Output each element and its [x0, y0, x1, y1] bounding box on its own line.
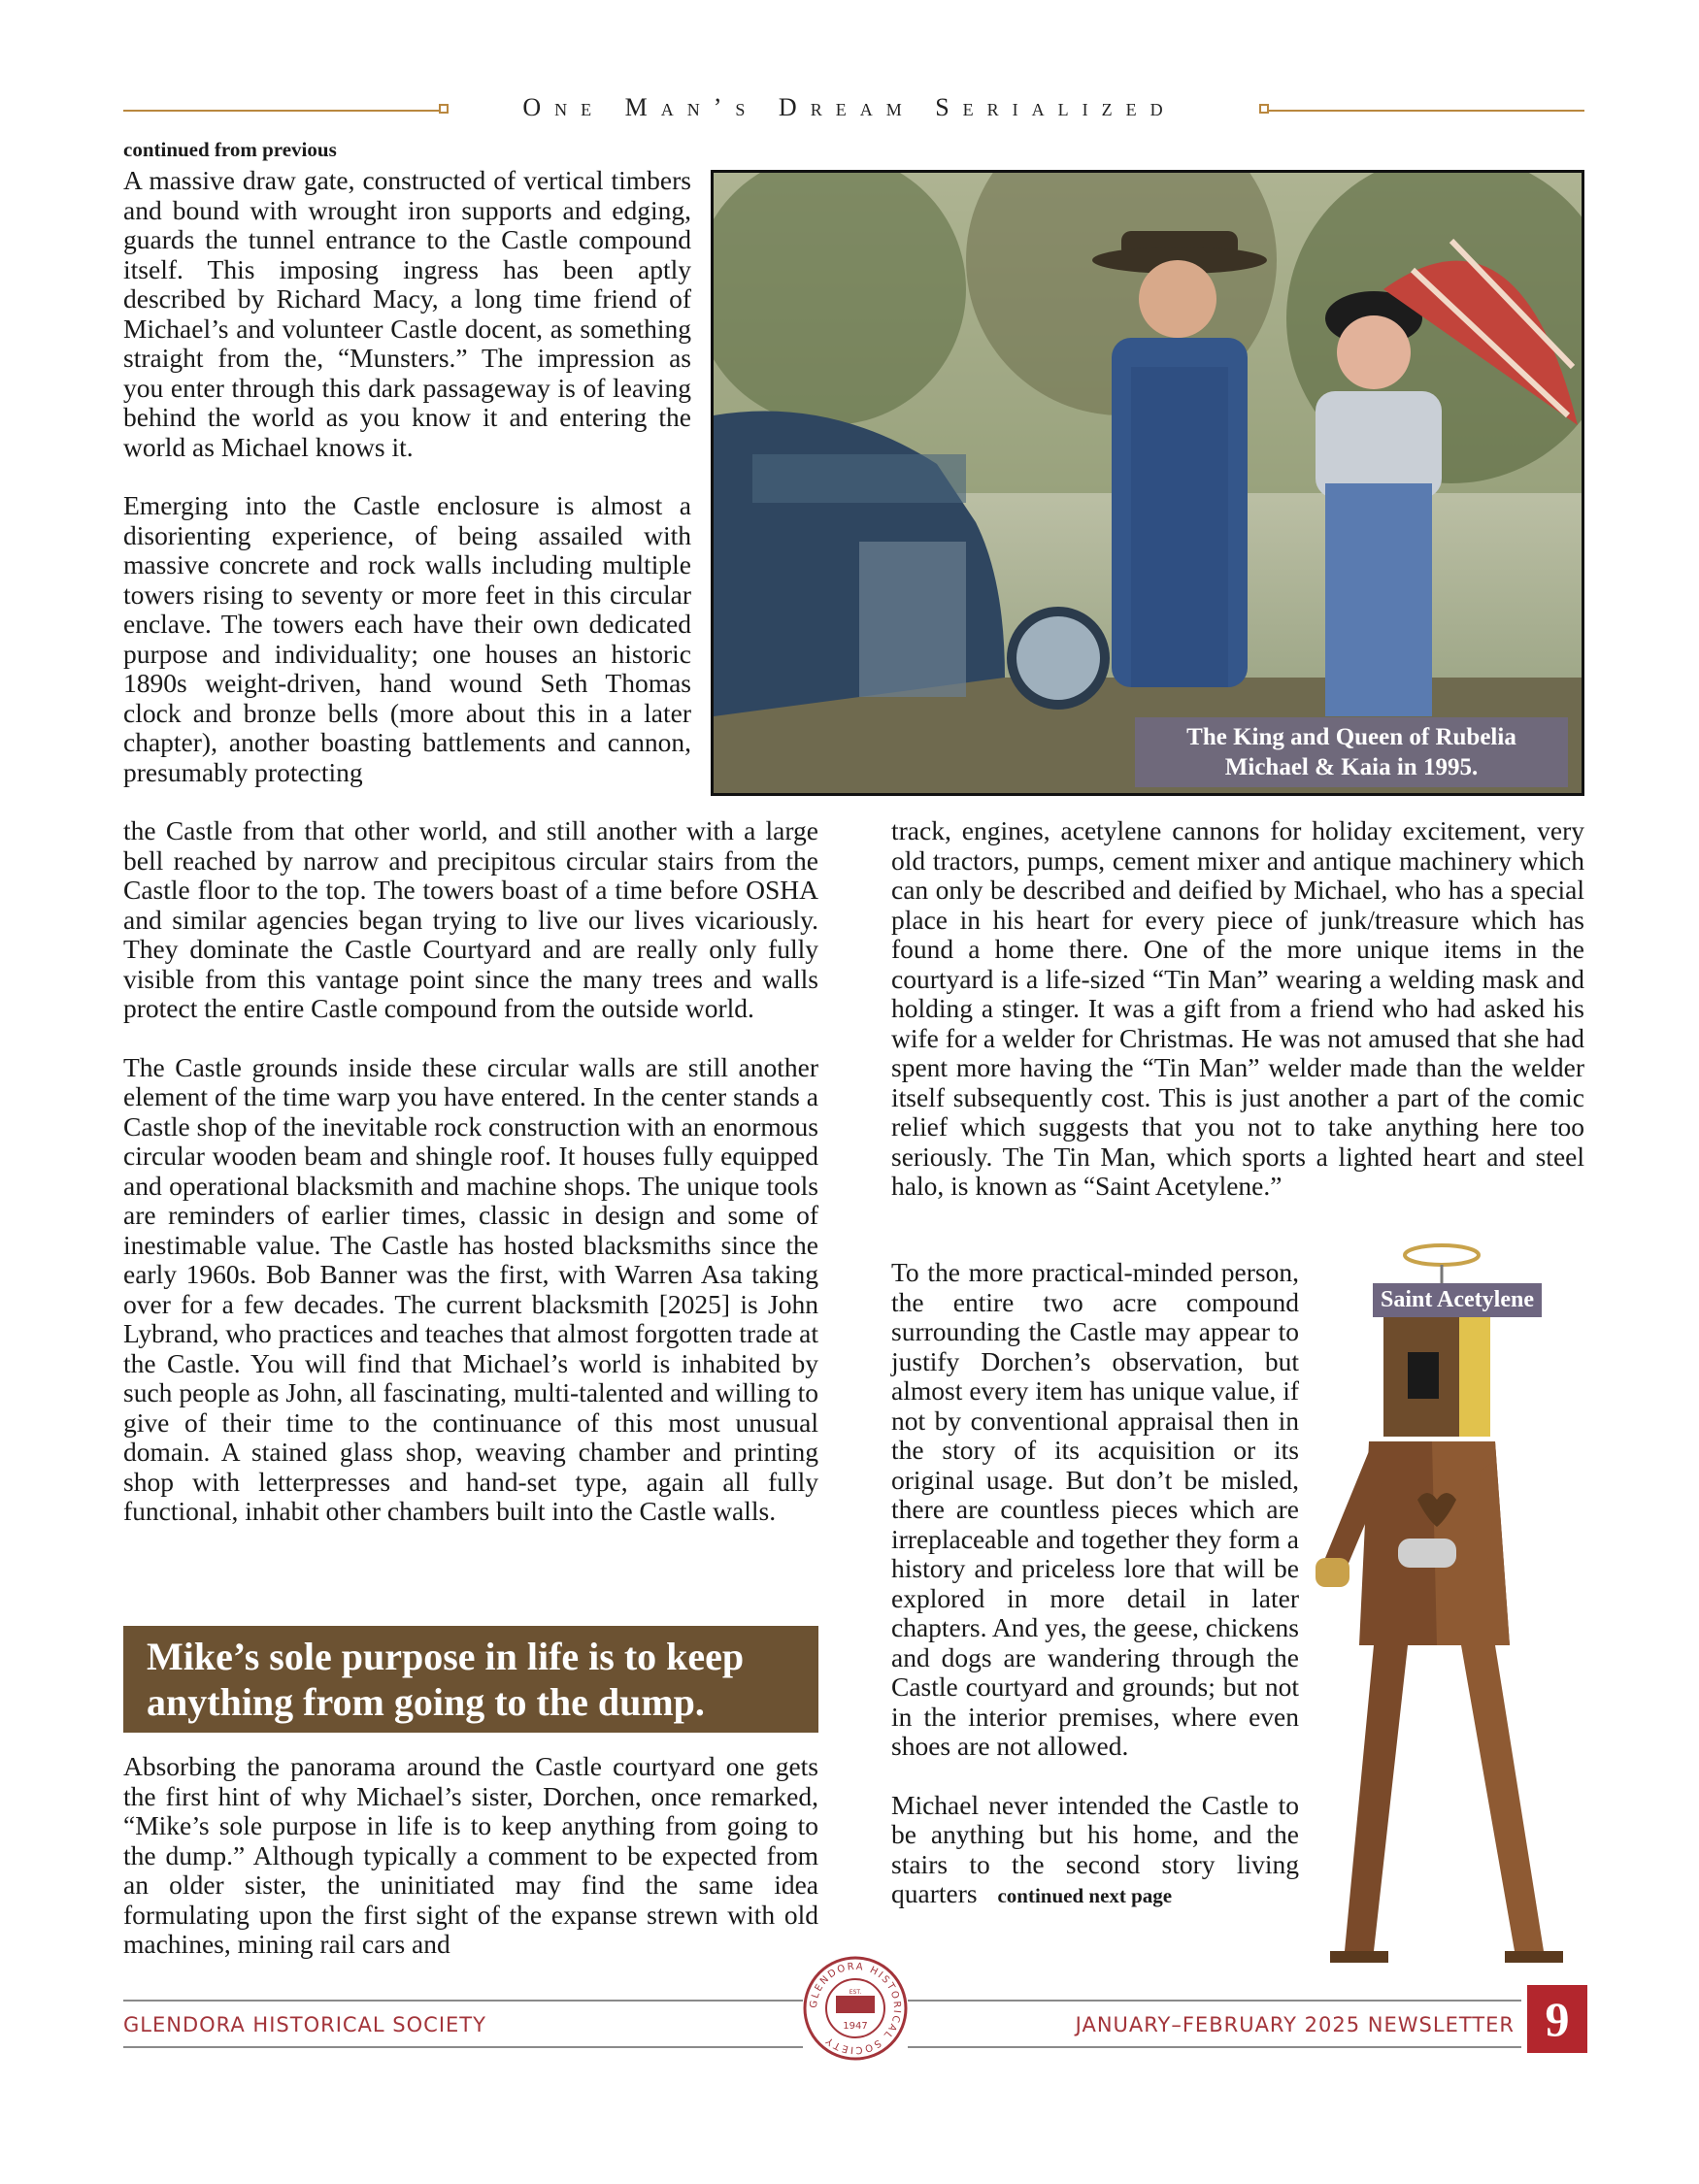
section-title: One Man’s Dream Serialized: [522, 93, 1177, 121]
footer-rule-bottom-left: [123, 2046, 803, 2048]
article-column-top: [123, 166, 691, 787]
article-column-right: [891, 816, 1584, 1202]
photo-caption: [1135, 717, 1568, 787]
saint-acetylene-figure: [1301, 1238, 1592, 1975]
paragraph-draw-gate: A massive draw gate, constructed of vertical timbers and bound with wrought iron supports and edging, guards the tunnel entrance to the Castle compound itself. This imposing ingress has been aptly described by Richard Macy, a long time friend of Michael’s and volunteer Castle docent, as something straight from the, “Munsters.” The impression as you enter through this dark passageway is of leaving behind the world as you know it and entering the world as Michael knows it.: [123, 165, 691, 462]
paragraph-panorama: Absorbing the panorama around the Castle courtyard one gets the first hint of why Michael’s sister, Dorchen, once remarked, “Mike’s sole purpose in life is to keep anything from going to the dump.” Although typically a comment to be expected from an older sister, the uninitiated may find the same idea formulating upon the first sight of the expanse strewn with old machines, mining rail cars and: [123, 1751, 818, 1959]
footer-rule-top-left: [123, 2000, 803, 2002]
article-column-left-bottom: [123, 1752, 818, 1960]
header-ornament-left: [439, 104, 449, 114]
footer-issue-date: JANUARY–FEBRUARY 2025 NEWSLETTER: [1075, 2013, 1515, 2036]
paragraph-home: [891, 1791, 1299, 1911]
article-column-left: [123, 816, 818, 1527]
continued-from-label: continued from previous: [123, 138, 337, 161]
paragraph-practical-minded: To the more practical-minded person, the entire two acre compound surrounding the Castle may appear to justify Dorchen’s observation, but almost every item has unique value, if not by conventional appraisal then in the story of its acquisition or its original usage. But don’t be misled, there are countless pieces which are irreplaceable and together they form a history and priceless lore that will be explored in more detail in later chapters. And yes, the geese, chickens and dogs are wandering through the Castle courtyard and grounds; but not in the interior premises, where even shoes are not allowed.: [891, 1257, 1299, 1761]
header-rule-right: [1269, 110, 1584, 112]
paragraph-castle-enclosure-b: the Castle from that other world, and still another with a large bell reached by narrow and precipitous circular stairs from the Castle floor to the top. The towers boast of a time before OSHA and similar agencies began trying to live our lives vicariously. They dominate the Castle Courtyard and are really only fully visible from this vantage point since the many trees and walls protect the entire Castle compound from the outside world.: [123, 815, 818, 1023]
photo-image: [714, 173, 1582, 793]
paragraph-castle-grounds: The Castle grounds inside these circular walls are still another element of the time warp you have entered. In the center stands a Castle shop of the inevitable rock construction with an enormous circular wooden beam and shingle roof. It houses fully equipped and operational blacksmith and machine shops. The unique tools are reminders of earlier times, classic in design and some of inestimable value. The Castle has hosted blacksmiths since the early 1960s. Bob Banner was the first, with Warren Asa taking over for a few decades. The current blacksmith [2025] is John Lybrand, who practices and teaches that almost forgotten trade at the Castle. You will find that Michael’s world is inhabited by such people as John, all fascinating, multi-talented and willing to give of their time to the continuance of this most unusual domain. A stained glass shop, weaving chamber and printing shop with letterpresses and hand-set type, again all fully functional, inhabit other chambers built into the Castle walls.: [123, 1051, 818, 1526]
seal-ring-text: GLENDORA HISTORICAL SOCIETY: [808, 1961, 903, 2056]
paragraph-tin-man: track, engines, acetylene cannons for holiday excitement, very old tractors, pumps, cement mixer and antique machinery which can only be described and deified by Michael, who has a special place in his heart for every piece of junk/treasure which has found a home there. One of the more unique items in the courtyard is a life-sized “Tin Man” wearing a welding mask and holding a stinger. It was a gift from a friend who had asked his wife for a welder for Christmas. He was not amused that she had spent more having the “Tin Man” welder made than the welder itself subsequently cost. This is just another a part of the comic relief which suggests that you not to take anything here too seriously. The Tin Man, which sports a lighted heart and steel halo, is known as “Saint Acetylene.”: [891, 815, 1584, 1201]
figure-label: Saint Acetylene: [1373, 1283, 1542, 1317]
header-ornament-right: [1259, 104, 1269, 114]
pull-quote: Mike’s sole purpose in life is to keep anything from going to the dump.: [123, 1626, 818, 1733]
seal-year-text: 1947: [843, 2021, 868, 2032]
paragraph-castle-enclosure-a: Emerging into the Castle enclosure is almost a disorienting experience, of being assailed with massive concrete and rock walls including multiple towers rising to seventy or more feet in this circular enclave. The towers each have their own dedicated purpose and individuality; one houses an historic 1890s weight-driven, hand wound Seth Thomas clock and bronze bells (more about this in a later chapter), another boasting battlements and cannon, presumably protecting: [123, 490, 691, 787]
article-column-right-narrow: [891, 1258, 1299, 1911]
footer-rule-top-right: [908, 2000, 1521, 2002]
king-queen-photo: [711, 170, 1584, 796]
footer-rule-bottom-right: [908, 2046, 1521, 2048]
page-number: 9: [1527, 1985, 1587, 2053]
paragraph-home-text: Michael never intended the Castle to be anything but his home, and the stairs to the second story living quarters: [891, 1789, 1299, 1908]
caption-line-1: The King and Queen of Rubelia: [1186, 724, 1516, 750]
continued-next-label: continued next page: [997, 1884, 1173, 1907]
halo-icon: [1405, 1245, 1479, 1265]
footer-society-name: GLENDORA HISTORICAL SOCIETY: [123, 2013, 486, 2036]
header-rule-left: [123, 110, 444, 112]
seal-est-text: EST.: [849, 1989, 862, 1996]
society-seal-icon: [802, 1955, 909, 2062]
caption-line-2: Michael & Kaia in 1995.: [1224, 754, 1479, 780]
